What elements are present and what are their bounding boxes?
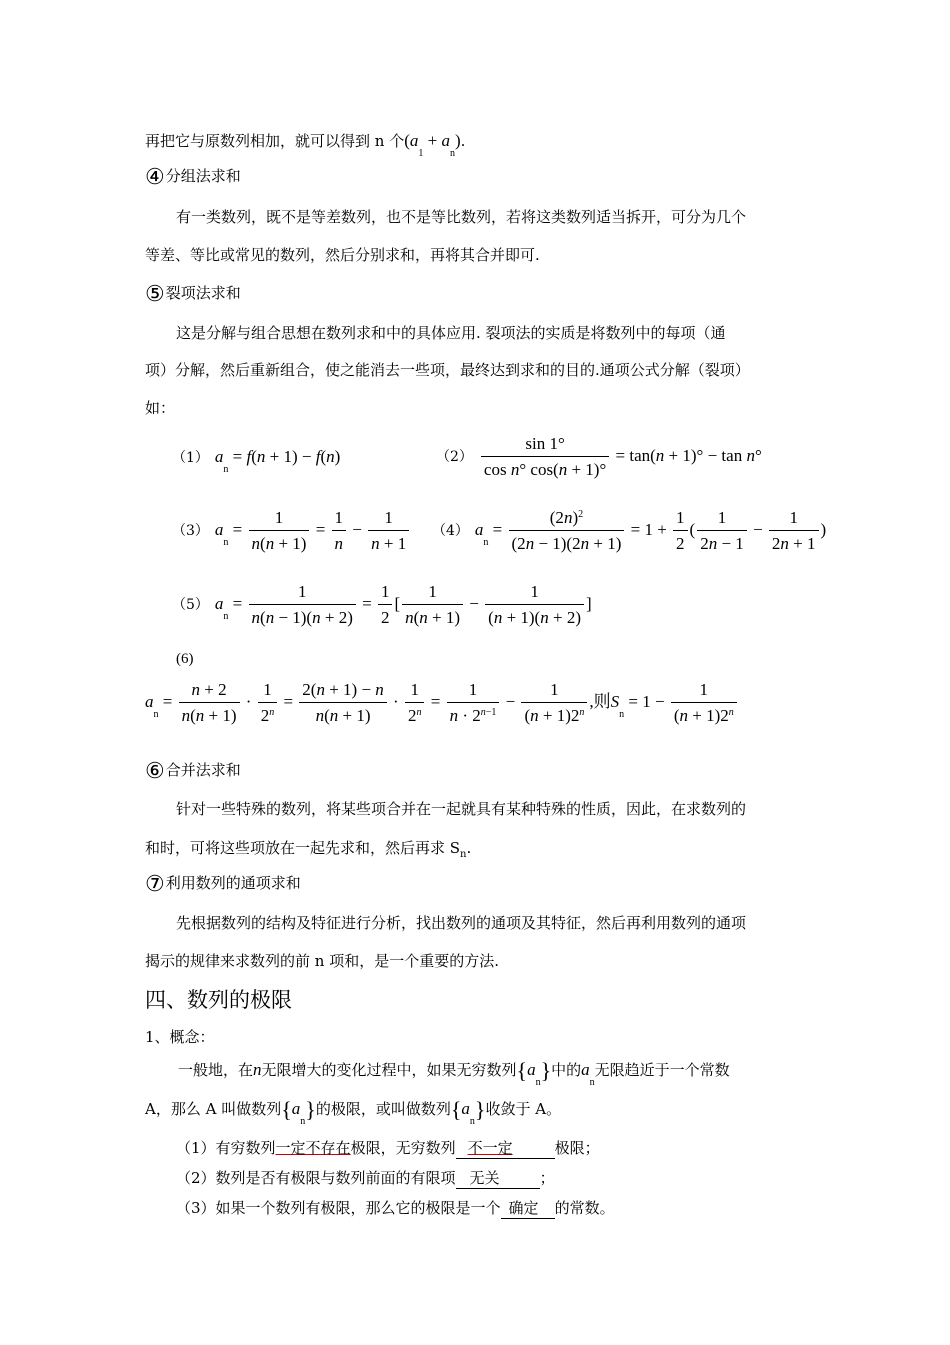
section-5-name: 裂项法求和: [165, 284, 241, 302]
section-6-para-1: 针对一些特殊的数列，将某些项合并在一起就具有某种特殊的性质，因此，在求数列的: [176, 800, 747, 818]
formula-5: （5） $a_n$ = $\frac{1}{n(n - 1)(n + 2)}$ = $\frac{1}{2}$ [ $\frac{1}{n(n + 1)}$ − $\frac{1}{(n + 1)(n + 2)}$ ]: [172, 582, 592, 627]
formula-6-label: (6): [176, 651, 194, 667]
section-5-title: [145, 283, 241, 305]
item-3a: （3）如果一个数列有极限，那么它的极限是一个: [176, 1199, 501, 1217]
item-1: [176, 1138, 600, 1159]
def-2c: 收敛于 A。: [485, 1100, 562, 1118]
section-6-name: 合并法求和: [165, 761, 241, 779]
section-7-title: [145, 873, 301, 895]
def-1d: 无限趋近于一个常数: [594, 1061, 730, 1079]
formula-4-label: （4）: [432, 522, 469, 539]
section-7-para-1: 先根据数列的结构及特征进行分析，找出数列的通项及其特征，然后再利用数列的通项: [176, 914, 747, 932]
item-1a: （1）有穷数列: [176, 1139, 276, 1157]
section-5-para-2: 项）分解，然后重新组合，使之能消去一些项，最终达到求和的目的.通项公式分解（裂项）: [145, 361, 750, 379]
concept-label: 1、概念：: [145, 1028, 215, 1046]
item-2a: （2）数列是否有极限与数列前面的有限项: [176, 1169, 456, 1187]
item-1c: 极限，无穷数列: [350, 1139, 456, 1157]
item-3: [176, 1198, 615, 1219]
item-2-answer: 无关: [469, 1169, 500, 1187]
section-4-para-2: 等差、等比或常见的数列，然后分别求和，再将其合并即可.: [145, 246, 540, 264]
item-2: [176, 1168, 555, 1189]
section-7-number: ⑦: [145, 872, 165, 897]
section-4-name: 分组法求和: [165, 167, 241, 185]
section-5-para-3: 如：: [145, 399, 176, 417]
section-7-para-2: 揭示的规律来求数列的前 n 项和，是一个重要的方法.: [145, 952, 499, 970]
item-1-answer-2: 不一定: [467, 1139, 513, 1157]
item-3-blank: [501, 1198, 555, 1219]
formula-2-label: （2）: [436, 448, 473, 465]
chapter-4-heading: 四、数列的极限: [145, 988, 292, 1012]
intro-period: .: [460, 132, 466, 150]
section-6-number: ⑥: [145, 759, 165, 784]
item-2-blank: [456, 1168, 540, 1189]
formula-4: （4） $a_n$ = $\frac{(2n)^2}{(2n - 1)(2n + 1)}$ = 1 + $\frac{1}{2}$ ( $\frac{1}{2n - 1}$ − $\frac{1}{2n + 1}$ ): [432, 508, 827, 553]
definition-line-2: A，那么 A 叫做数列$\{a_n\}$的极限，或叫做数列$\{a_n\}$收敛于 A。: [145, 1097, 562, 1127]
intro-text: 再把它与原数列相加，就可以得到 n 个: [145, 132, 405, 150]
formula-6-then: 则: [593, 691, 611, 711]
item-1e: 极限；: [554, 1139, 600, 1157]
section-6-title: [145, 760, 241, 782]
section-4-title: [145, 166, 241, 188]
def-2b: 的极限，或叫做数列: [315, 1100, 451, 1118]
def-1a: 一般地，在: [178, 1061, 254, 1079]
item-1-blank: [456, 1138, 555, 1159]
def-1c: 中的: [551, 1061, 582, 1079]
section-7-name: 利用数列的通项求和: [165, 874, 301, 892]
formula-2: （2） $\frac{\sin 1^\circ}{\text{cos n° cos(n + 1)°}}$ = tan(n + 1)° − tan n°: [436, 434, 762, 479]
formula-5-label: （5）: [172, 596, 209, 613]
item-2c: ；: [539, 1169, 555, 1187]
section-6-para-2: 和时，可将这些项放在一起先求和，然后再求 $S_n$.: [145, 839, 472, 860]
section-5-para-1: 这是分解与组合思想在数列求和中的具体应用. 裂项法的实质是将数列中的每项（通: [176, 324, 726, 342]
item-3-answer: 确定: [508, 1199, 539, 1217]
formula-3: （3） $a_n$ = $\frac{1}{n(n + 1)}$ = $\frac{1}{n}$ − $\frac{1}{n + 1}$: [172, 508, 411, 554]
section-4-para-1: 有一类数列，既不是等差数列，也不是等比数列，若将这类数列适当拆开，可分为几个: [176, 208, 747, 226]
definition-line-1: 一般地，在n无限增大的变化过程中，如果无穷数列$\{a_n\}$中的$a_n$无限趋近于一个常数: [178, 1058, 730, 1088]
formula-6: $a_n$ = $\frac{n + 2}{n(n + 1)}$ · $\frac{1}{2^n}$ = $\frac{2(n + 1) - n}{n(n + 1)}$ · $\frac{1}{2^n}$ = $\frac{1}{n \cdot 2^{n-1}}$ − $\frac{1}{(n + 1)2^n}$ ,则$S_n = 1$ − $\frac{1}{(n + 1)2^n}$: [145, 680, 739, 726]
intro-line: [145, 131, 466, 159]
item-3c: 的常数。: [554, 1199, 615, 1217]
formula-1: （1） $a_n = f(n + 1) - f(n)$: [172, 447, 341, 475]
section-6-para-2-text: 和时，可将这些项放在一起先求和，然后再求 S: [145, 839, 461, 857]
item-1-answer-1: 一定不存在: [275, 1139, 351, 1157]
section-4-number: ④: [145, 165, 165, 190]
def-1b: 无限增大的变化过程中，如果无穷数列: [261, 1061, 517, 1079]
formula-3-label: （3）: [172, 522, 209, 539]
section-5-number: ⑤: [145, 282, 165, 307]
intro-formula: $(a_1 + a_n)$: [404, 131, 461, 159]
def-2a: A，那么 A 叫做数列: [145, 1100, 282, 1118]
formula-1-label: （1）: [172, 450, 209, 466]
